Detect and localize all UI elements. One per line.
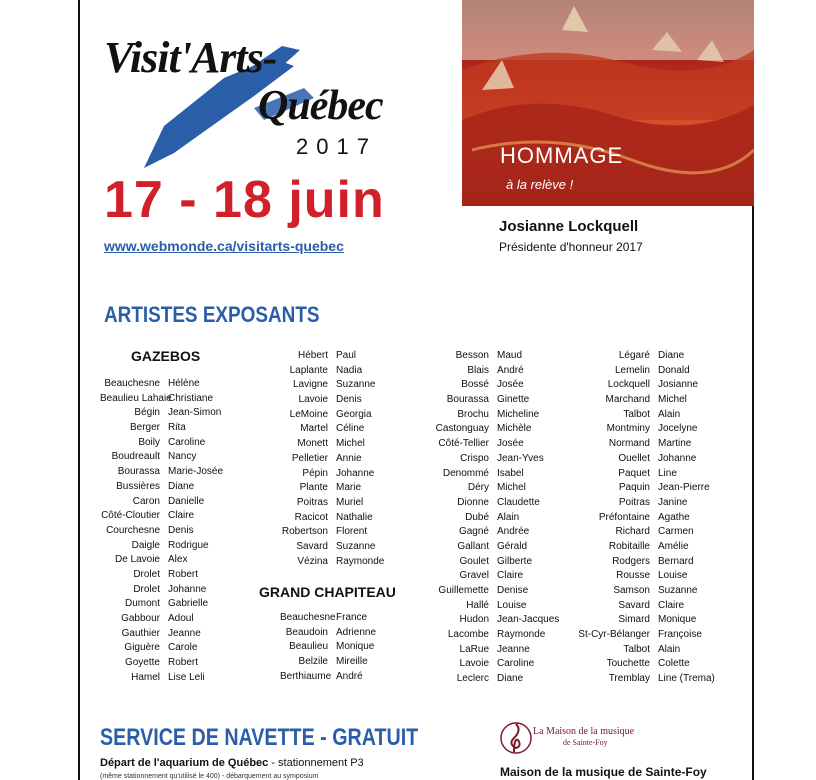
- artist-first-name: Rodrigue: [168, 539, 209, 551]
- artist-first-name: Alain: [497, 511, 520, 523]
- artist-first-name: Janine: [658, 496, 688, 508]
- artists-section-title: ARTISTES EXPOSANTS: [104, 302, 320, 327]
- artist-first-name: Monique: [658, 614, 697, 626]
- maison-logo-text-line1: La Maison de la musique: [533, 726, 635, 737]
- artist-first-name: Carole: [168, 642, 198, 654]
- artist-last-name: Lacombe: [447, 629, 489, 641]
- shuttle-note: (même stationnement qu'utilisé le 400) - débarquement au symposium: [100, 773, 319, 780]
- artist-first-name: Alex: [168, 554, 188, 566]
- event-dates: 17 - 18 juin: [104, 171, 385, 229]
- artist-row: [100, 627, 238, 642]
- artist-first-name: Muriel: [336, 496, 364, 508]
- artist-last-name: LeMoine: [289, 408, 328, 420]
- artist-row: [420, 569, 567, 584]
- hommage-subtitle: à la relève !: [506, 177, 574, 192]
- artist-row: [420, 422, 567, 437]
- artist-last-name: Beaulieu Lahaie: [100, 392, 172, 404]
- artist-first-name: Martine: [658, 438, 692, 450]
- artist-last-name: Robitaille: [608, 540, 650, 552]
- artist-row: [578, 378, 738, 393]
- artist-last-name: Poitras: [296, 496, 328, 508]
- artist-last-name: Déry: [467, 482, 489, 494]
- artist-first-name: Claire: [168, 510, 195, 522]
- artist-row: [280, 611, 396, 626]
- artist-last-name: Bourassa: [117, 466, 160, 478]
- artist-last-name: Brochu: [457, 408, 489, 420]
- artist-first-name: Jean-Pierre: [658, 482, 710, 494]
- artist-row: [100, 450, 238, 465]
- artist-first-name: Alain: [658, 408, 681, 420]
- artist-row: [280, 496, 396, 511]
- artist-row: [100, 597, 238, 612]
- artist-first-name: Raymonde: [497, 629, 546, 641]
- artist-row: [100, 656, 238, 671]
- artist-row: [578, 555, 738, 570]
- artist-last-name: Martel: [300, 423, 328, 435]
- artist-row: [578, 643, 738, 658]
- artist-row: [420, 555, 567, 570]
- artist-last-name: Bossé: [461, 379, 489, 391]
- artist-first-name: Diane: [168, 480, 195, 492]
- artist-first-name: Josée: [497, 379, 524, 391]
- artist-row: [280, 626, 396, 641]
- artist-row: [578, 422, 738, 437]
- artist-last-name: Lemelin: [614, 364, 650, 376]
- artist-first-name: Françoise: [658, 629, 702, 641]
- artist-last-name: Talbot: [623, 643, 650, 655]
- artist-last-name: Monett: [297, 438, 328, 450]
- artist-last-name: Touchette: [606, 658, 650, 670]
- artist-row: [420, 393, 567, 408]
- artist-last-name: Boudreault: [111, 451, 160, 463]
- artist-row: [578, 599, 738, 614]
- artist-last-name: Belzile: [298, 656, 328, 668]
- artist-row: [420, 437, 567, 452]
- artist-row: [578, 496, 738, 511]
- artist-last-name: Goulet: [459, 555, 489, 567]
- artist-last-name: Vézina: [297, 555, 328, 567]
- artist-last-name: Talbot: [623, 408, 650, 420]
- artist-row: [578, 349, 738, 364]
- artist-first-name: Lise Leli: [168, 671, 205, 683]
- artist-last-name: Besson: [455, 350, 489, 361]
- artist-first-name: Louise: [658, 570, 688, 582]
- artist-first-name: Monique: [336, 641, 375, 653]
- gazebos-heading: GAZEBOS: [131, 348, 201, 364]
- artist-last-name: Savard: [296, 540, 328, 552]
- artist-last-name: Robertson: [281, 526, 328, 538]
- artist-last-name: Paquin: [618, 482, 650, 494]
- artist-last-name: Côté-Cloutier: [101, 510, 160, 522]
- artist-first-name: Hélène: [168, 378, 200, 389]
- artist-first-name: Isabel: [497, 467, 524, 479]
- artist-last-name: Rodgers: [612, 555, 650, 567]
- artist-last-name: Beaulieu: [289, 641, 328, 653]
- artist-last-name: Berthiaume: [280, 670, 332, 682]
- artist-first-name: Josée: [497, 438, 524, 450]
- artist-row: [280, 452, 396, 467]
- artist-first-name: Marie-Josée: [168, 466, 224, 478]
- artist-row: [100, 641, 238, 656]
- artist-row: [578, 437, 738, 452]
- artist-row: [280, 364, 396, 379]
- artist-row: [100, 568, 238, 583]
- artist-row: [280, 349, 396, 364]
- artist-first-name: Paul: [336, 350, 357, 361]
- artist-row: [578, 364, 738, 379]
- artist-first-name: Denise: [497, 585, 529, 596]
- artist-row: [280, 481, 396, 496]
- artist-row: [100, 465, 238, 480]
- artist-row: [420, 540, 567, 555]
- treble-clef-icon: [500, 718, 532, 758]
- artist-first-name: Michèle: [497, 423, 532, 435]
- artist-last-name: Dumont: [124, 598, 160, 610]
- artist-first-name: Ginette: [497, 394, 530, 406]
- artist-row: [280, 540, 396, 555]
- artist-last-name: Lockquell: [607, 379, 650, 391]
- artist-first-name: Claire: [497, 570, 524, 582]
- artist-first-name: Georgia: [336, 408, 372, 420]
- grand-chapiteau-heading: GRAND CHAPITEAU: [259, 584, 396, 600]
- artist-first-name: Jeanne: [168, 627, 201, 639]
- artist-last-name: Guillemette: [438, 585, 489, 596]
- artist-first-name: Bernard: [658, 555, 694, 567]
- artist-last-name: Bourassa: [446, 394, 489, 406]
- artist-first-name: Jeanne: [497, 643, 530, 655]
- artist-row: [280, 378, 396, 393]
- website-link[interactable]: www.webmonde.ca/visitarts-quebec: [104, 238, 344, 254]
- artist-first-name: Claire: [658, 599, 685, 611]
- artist-first-name: Louise: [497, 599, 527, 611]
- artist-first-name: Nancy: [168, 451, 197, 463]
- artist-row: [100, 377, 238, 392]
- artist-row: [100, 509, 238, 524]
- artist-last-name: Blais: [467, 364, 489, 376]
- artist-last-name: Richard: [615, 526, 650, 538]
- artist-first-name: Suzanne: [658, 585, 698, 596]
- artist-last-name: Racicot: [294, 511, 328, 523]
- artist-last-name: Préfontaine: [598, 511, 650, 523]
- artist-first-name: Suzanne: [336, 540, 376, 552]
- artist-row: [578, 569, 738, 584]
- artist-last-name: Tremblay: [608, 673, 650, 685]
- artist-first-name: Christiane: [168, 392, 214, 404]
- artist-first-name: Suzanne: [336, 379, 376, 391]
- artist-row: [578, 525, 738, 540]
- logo-year: 2017: [296, 134, 377, 159]
- artist-last-name: Ouellet: [618, 452, 650, 464]
- artist-row: [280, 422, 396, 437]
- artist-row: [420, 643, 567, 658]
- shuttle-departure: [100, 757, 364, 769]
- artist-last-name: Paquet: [618, 467, 650, 479]
- artist-last-name: Courchesne: [106, 524, 160, 536]
- artist-first-name: Nadia: [336, 364, 363, 376]
- artist-row: [100, 495, 238, 510]
- artist-last-name: Marchand: [605, 394, 650, 406]
- hommage-painting: [462, 0, 754, 206]
- shuttle-departure-parking: - stationnement P3: [268, 757, 364, 769]
- artist-last-name: Bégin: [134, 407, 160, 419]
- artist-list-col3: [420, 349, 567, 687]
- artist-last-name: Daigle: [131, 539, 160, 551]
- artist-list-col4: [578, 349, 738, 687]
- artist-row: [578, 408, 738, 423]
- artist-first-name: Diane: [658, 350, 685, 361]
- artist-last-name: Gabbour: [121, 613, 160, 624]
- artist-last-name: Légaré: [618, 350, 650, 361]
- artist-first-name: Diane: [497, 673, 524, 685]
- artist-row: [420, 613, 567, 628]
- logo-title-line1: Visit'Arts-: [104, 33, 277, 82]
- artist-first-name: Micheline: [497, 408, 540, 420]
- artist-last-name: Goyette: [124, 657, 160, 669]
- artist-first-name: Michel: [497, 482, 526, 494]
- artist-first-name: Robert: [168, 657, 199, 669]
- artist-last-name: Gravel: [459, 570, 489, 582]
- shuttle-departure-place: Départ de l'aquarium de Québec: [100, 757, 269, 769]
- artist-row: [578, 540, 738, 555]
- artist-last-name: Leclerc: [456, 673, 489, 685]
- artist-row: [578, 584, 738, 599]
- artist-row: [280, 408, 396, 423]
- artist-row: [420, 364, 567, 379]
- artist-first-name: Caroline: [168, 436, 206, 448]
- artist-row: [578, 452, 738, 467]
- visitarts-logo: [104, 28, 414, 168]
- artist-row: [420, 496, 567, 511]
- artist-last-name: Lavigne: [292, 379, 328, 391]
- artist-last-name: Dubé: [465, 511, 489, 523]
- artist-last-name: Laplante: [289, 364, 328, 376]
- hommage-title: HOMMAGE: [500, 143, 624, 168]
- artist-last-name: Drolet: [133, 568, 160, 580]
- artist-last-name: Gagné: [458, 526, 489, 538]
- artist-row: [420, 672, 567, 687]
- artist-last-name: Hallé: [466, 599, 489, 611]
- artist-row: [100, 524, 238, 539]
- president-title: Présidente d'honneur 2017: [499, 240, 643, 254]
- artist-first-name: André: [497, 364, 524, 376]
- artist-first-name: Amélie: [658, 540, 689, 552]
- artist-row: [578, 672, 738, 687]
- artist-row: [280, 670, 396, 685]
- artist-row: [420, 408, 567, 423]
- artist-first-name: Johanne: [168, 583, 207, 595]
- artist-first-name: Gabrielle: [168, 598, 209, 610]
- artist-first-name: Maud: [497, 350, 523, 361]
- artist-last-name: Beauchesne: [280, 612, 336, 623]
- artist-row: [420, 349, 567, 364]
- artist-last-name: Rousse: [616, 570, 650, 582]
- artist-last-name: Beauchesne: [104, 378, 160, 389]
- artist-row: [578, 613, 738, 628]
- artist-first-name: Gérald: [497, 540, 528, 552]
- artist-row: [100, 436, 238, 451]
- artist-first-name: Céline: [336, 423, 365, 435]
- artist-last-name: Gallant: [457, 540, 489, 552]
- artist-first-name: Caroline: [497, 658, 535, 670]
- artist-first-name: Annie: [336, 452, 362, 464]
- artist-last-name: Savard: [618, 599, 650, 611]
- artist-last-name: Montminy: [606, 423, 650, 435]
- maison-musique-name: Maison de la musique de Sainte-Foy: [500, 765, 707, 779]
- artist-first-name: Marie: [336, 482, 362, 494]
- artist-row: [420, 511, 567, 526]
- artist-row: [100, 392, 238, 407]
- artist-row: [100, 406, 238, 421]
- logo-title-line2: Québec: [258, 83, 383, 129]
- artist-first-name: Adoul: [168, 613, 194, 624]
- artist-row: [420, 481, 567, 496]
- artist-last-name: St-Cyr-Bélanger: [578, 629, 650, 641]
- artist-last-name: Drolet: [133, 583, 160, 595]
- artist-last-name: Lavoie: [459, 658, 489, 670]
- artist-row: [100, 539, 238, 554]
- artist-first-name: Andrée: [497, 526, 530, 538]
- artist-row: [578, 511, 738, 526]
- artist-first-name: Josianne: [658, 379, 699, 391]
- artist-row: [420, 584, 567, 599]
- artist-last-name: Hudon: [459, 614, 489, 626]
- artist-row: [578, 467, 738, 482]
- artist-row: [100, 671, 238, 686]
- artist-row: [578, 481, 738, 496]
- artist-last-name: Beaudoin: [285, 626, 328, 638]
- artist-row: [100, 421, 238, 436]
- artist-row: [578, 393, 738, 408]
- artist-last-name: Samson: [613, 585, 650, 596]
- artist-row: [420, 657, 567, 672]
- artist-list-chapiteau: [280, 611, 396, 684]
- shuttle-title: SERVICE DE NAVETTE - GRATUIT: [100, 724, 419, 751]
- artist-first-name: Carmen: [658, 526, 694, 538]
- artist-row: [280, 511, 396, 526]
- artist-last-name: Pelletier: [291, 452, 328, 464]
- artist-last-name: Denommé: [442, 467, 489, 479]
- artist-first-name: André: [336, 670, 363, 682]
- artist-last-name: Dionne: [457, 496, 489, 508]
- artist-row: [420, 378, 567, 393]
- artist-first-name: Johanne: [336, 467, 375, 479]
- artist-first-name: Jean-Yves: [497, 452, 544, 464]
- artist-row: [280, 437, 396, 452]
- artist-first-name: Jocelyne: [658, 423, 698, 435]
- artist-row: [578, 628, 738, 643]
- artist-last-name: Boily: [138, 436, 160, 448]
- artist-row: [420, 452, 567, 467]
- artist-first-name: Alain: [658, 643, 681, 655]
- artist-first-name: Rita: [168, 422, 186, 434]
- artist-first-name: Michel: [336, 438, 365, 450]
- artist-first-name: Jean-Simon: [168, 407, 222, 419]
- artist-list-col2: [280, 349, 396, 569]
- artist-first-name: Michel: [658, 394, 687, 406]
- artist-first-name: Denis: [168, 524, 194, 536]
- artist-last-name: Caron: [132, 495, 160, 507]
- artist-first-name: Nathalie: [336, 511, 373, 523]
- artist-row: [280, 555, 396, 570]
- artist-row: [280, 393, 396, 408]
- artist-last-name: Castonguay: [435, 423, 489, 435]
- artist-last-name: Pépin: [302, 467, 328, 479]
- artist-last-name: Poitras: [618, 496, 650, 508]
- maison-logo-text-line2: de Sainte-Foy: [563, 738, 608, 747]
- artist-last-name: Côté-Tellier: [438, 438, 489, 450]
- artist-first-name: Agathe: [658, 511, 690, 523]
- artist-row: [280, 655, 396, 670]
- artist-last-name: Lavoie: [298, 394, 328, 406]
- artist-row: [420, 467, 567, 482]
- artist-last-name: Simard: [618, 614, 650, 626]
- artist-first-name: Donald: [658, 364, 690, 376]
- artist-first-name: Raymonde: [336, 555, 385, 567]
- artist-first-name: Colette: [658, 658, 690, 670]
- artist-row: [280, 525, 396, 540]
- artist-first-name: Denis: [336, 394, 362, 406]
- artist-last-name: Hamel: [131, 671, 160, 683]
- artist-first-name: Claudette: [497, 496, 540, 508]
- artist-first-name: France: [336, 612, 368, 623]
- artist-first-name: Line (Trema): [658, 673, 715, 685]
- president-name: Josianne Lockquell: [499, 218, 639, 235]
- artist-first-name: Jean-Jacques: [497, 614, 560, 626]
- artist-first-name: Robert: [168, 568, 199, 580]
- artist-row: [420, 525, 567, 540]
- artist-last-name: Plante: [299, 482, 328, 494]
- artist-list-gazebos: [100, 377, 238, 685]
- artist-row: [100, 553, 238, 568]
- artist-last-name: Giguère: [124, 642, 160, 654]
- artist-row: [100, 583, 238, 598]
- artist-first-name: Florent: [336, 526, 368, 538]
- artist-row: [280, 640, 396, 655]
- artist-last-name: Hébert: [297, 350, 328, 361]
- artist-last-name: Berger: [129, 422, 160, 434]
- artist-first-name: Danielle: [168, 495, 205, 507]
- artist-row: [420, 599, 567, 614]
- artist-last-name: Gauthier: [121, 627, 160, 639]
- artist-last-name: LaRue: [459, 643, 489, 655]
- artist-last-name: Bussières: [116, 480, 160, 492]
- artist-last-name: De Lavoie: [114, 554, 160, 566]
- artist-first-name: Adrienne: [336, 626, 377, 638]
- artist-row: [578, 657, 738, 672]
- artist-row: [420, 628, 567, 643]
- artist-row: [280, 467, 396, 482]
- artist-first-name: Johanne: [658, 452, 697, 464]
- artist-first-name: Mireille: [336, 656, 368, 668]
- artist-row: [100, 480, 238, 495]
- artist-last-name: Normand: [608, 438, 650, 450]
- artist-row: [100, 612, 238, 627]
- artist-last-name: Crispo: [460, 452, 489, 464]
- artist-first-name: Gilberte: [497, 555, 533, 567]
- artist-first-name: Line: [658, 467, 677, 479]
